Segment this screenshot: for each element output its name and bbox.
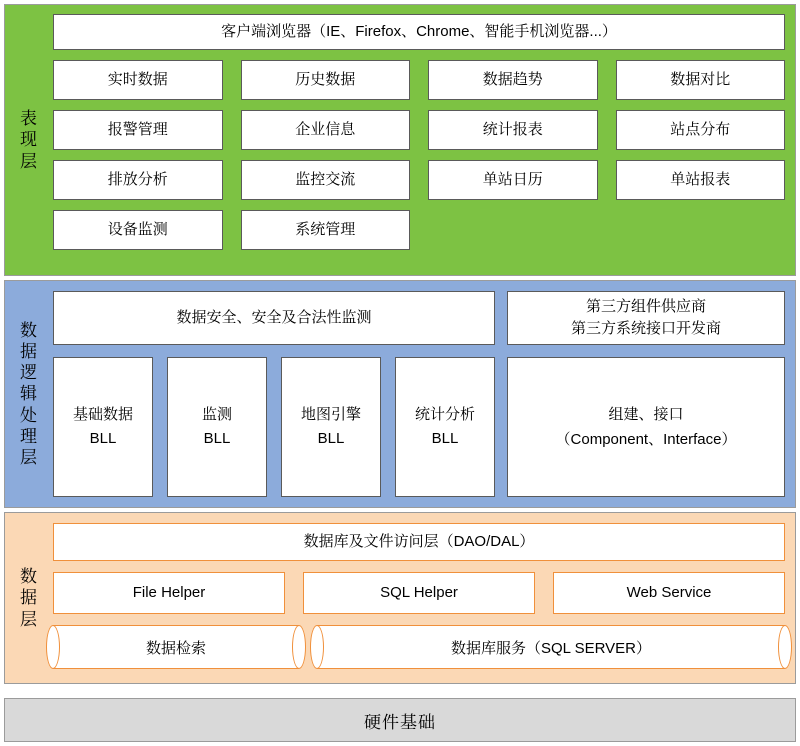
component-interface-subtitle: （Component、Interface） [555, 431, 737, 448]
module-realtime-data[interactable]: 实时数据 [53, 60, 223, 100]
logic-left-column [53, 291, 495, 497]
storage-row [53, 625, 785, 669]
module-emission-analysis[interactable]: 排放分析 [53, 160, 223, 200]
presentation-module-grid [53, 60, 785, 250]
bll-map-engine-suffix: BLL [317, 430, 345, 447]
third-party-interface-developer: 第三方系统接口开发商 [570, 320, 721, 337]
module-single-site-calendar[interactable]: 单站日历 [428, 160, 598, 200]
bll-statistics-analysis[interactable] [395, 357, 495, 497]
bll-map-engine-name: 地图引擎 [300, 406, 361, 423]
web-service-box[interactable]: Web Service [553, 572, 785, 614]
file-helper-box[interactable]: File Helper [53, 572, 285, 614]
data-retrieval-label: 数据检索 [145, 639, 206, 657]
client-browser-bar: 客户端浏览器（IE、Firefox、Chrome、智能手机浏览器...） [53, 14, 785, 50]
module-single-site-report[interactable]: 单站报表 [616, 160, 786, 200]
bll-monitoring-name: 监测 [201, 406, 232, 423]
bll-row [53, 357, 495, 497]
data-layer-label-text: 数据层 [20, 567, 38, 629]
component-interface-title: 组建、接口 [608, 405, 684, 423]
bll-basic-data[interactable] [53, 357, 153, 497]
third-party-component-supplier: 第三方组件供应商 [585, 297, 706, 315]
bll-monitoring-suffix: BLL [203, 430, 231, 447]
security-monitoring-box: 数据安全、安全及合法性监测 [53, 291, 495, 345]
data-layer-body [53, 513, 795, 683]
presentation-layer-label [5, 5, 53, 275]
presentation-grid-filler-1 [428, 210, 598, 250]
database-service-cylinder[interactable] [317, 625, 785, 669]
hardware-foundation-bar: 硬件基础 [4, 698, 796, 742]
helper-row [53, 572, 785, 614]
data-layer [4, 512, 796, 684]
bll-statistics-analysis-name: 统计分析 [414, 406, 475, 423]
dao-dal-box: 数据库及文件访问层（DAO/DAL） [53, 523, 785, 561]
logic-right-column [507, 291, 785, 497]
module-monitoring-exchange[interactable]: 监控交流 [241, 160, 411, 200]
presentation-layer-label-text: 表现层 [20, 109, 38, 171]
module-alarm-management[interactable]: 报警管理 [53, 110, 223, 150]
presentation-layer-body [53, 5, 795, 275]
component-interface-box [507, 357, 785, 497]
bll-statistics-analysis-suffix: BLL [431, 430, 459, 447]
module-enterprise-info[interactable]: 企业信息 [241, 110, 411, 150]
logic-layer-label-text: 数据逻辑处理层 [20, 320, 38, 468]
module-system-management[interactable]: 系统管理 [241, 210, 411, 250]
module-statistics-report[interactable]: 统计报表 [428, 110, 598, 150]
module-history-data[interactable]: 历史数据 [241, 60, 411, 100]
logic-layer-label [5, 281, 53, 507]
module-data-compare[interactable]: 数据对比 [616, 60, 786, 100]
data-layer-label [5, 513, 53, 683]
third-party-vendor-box [507, 291, 785, 345]
sql-helper-box[interactable]: SQL Helper [303, 572, 535, 614]
module-data-trend[interactable]: 数据趋势 [428, 60, 598, 100]
logic-layer [4, 280, 796, 508]
bll-map-engine[interactable] [281, 357, 381, 497]
presentation-grid-filler-2 [616, 210, 786, 250]
module-device-monitoring[interactable]: 设备监测 [53, 210, 223, 250]
module-site-distribution[interactable]: 站点分布 [616, 110, 786, 150]
database-service-label: 数据库服务（SQL SERVER） [450, 639, 652, 657]
data-retrieval-cylinder[interactable] [53, 625, 299, 669]
bll-basic-data-name: 基础数据 [72, 406, 133, 423]
bll-basic-data-suffix: BLL [89, 430, 117, 447]
logic-layer-body [53, 281, 795, 507]
presentation-layer [4, 4, 796, 276]
bll-monitoring[interactable] [167, 357, 267, 497]
